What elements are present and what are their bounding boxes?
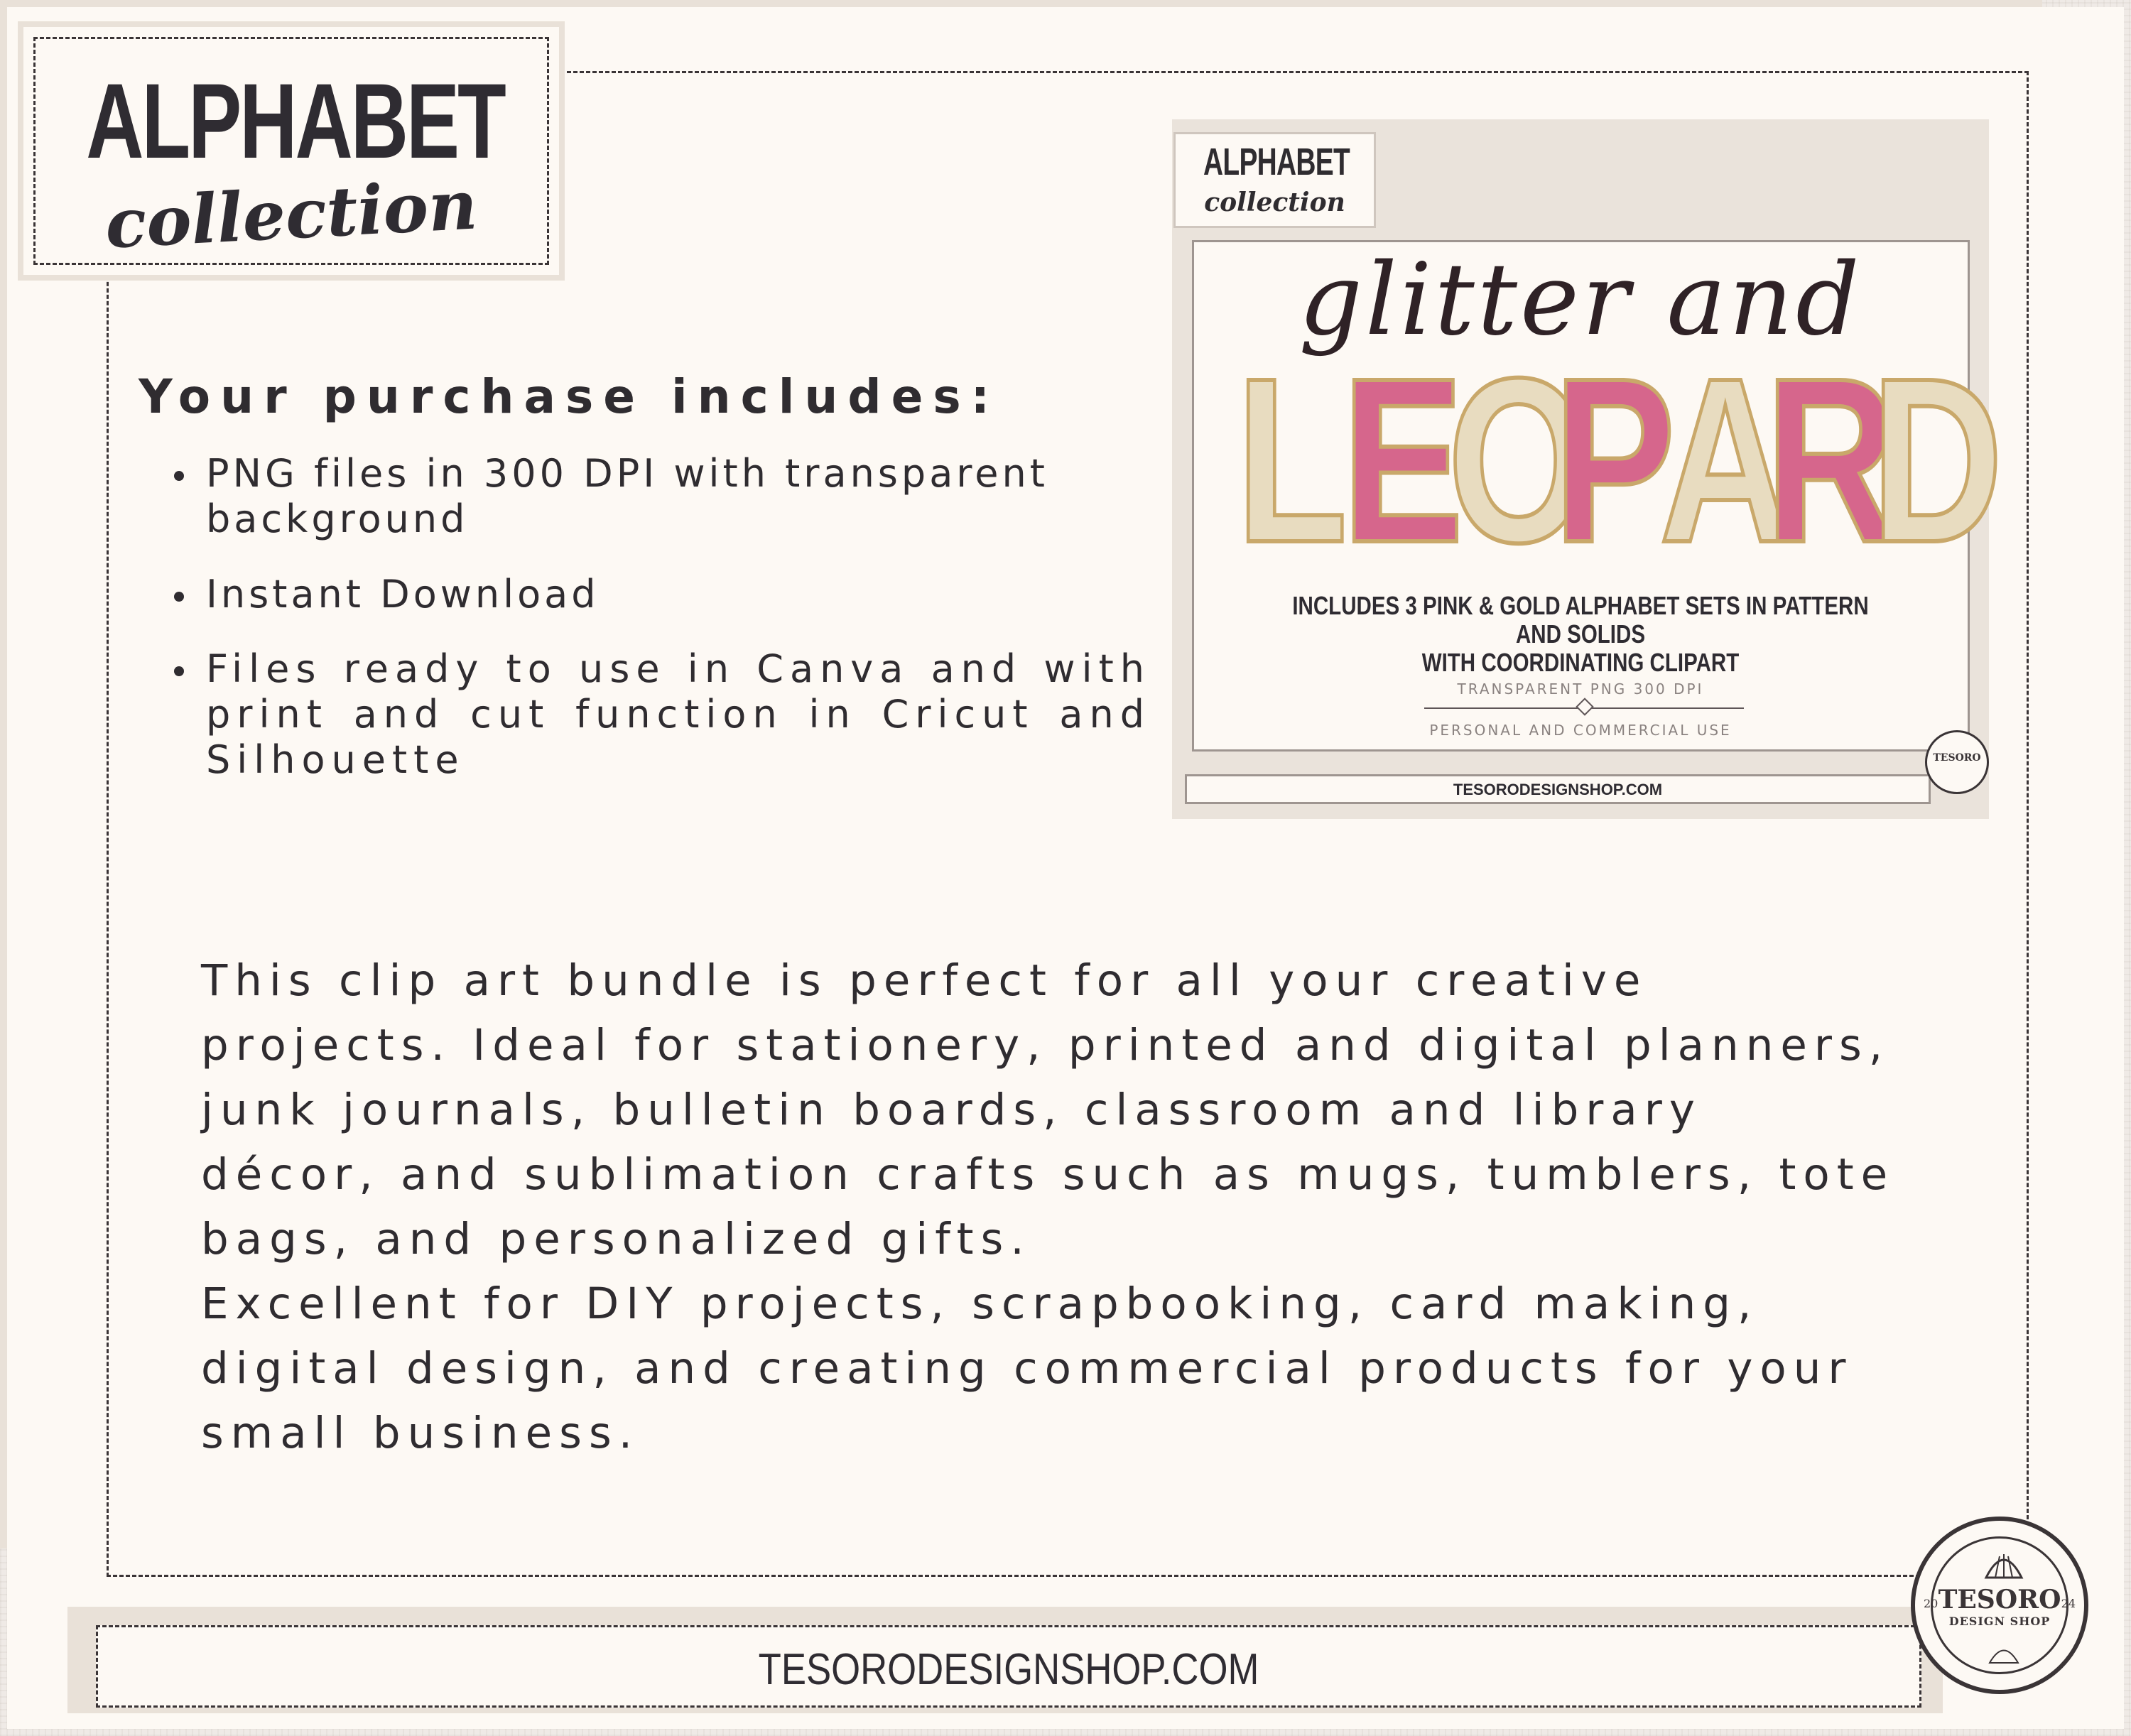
preview-includes-line2: WITH COORDINATING CLIPART [1421, 648, 1740, 677]
preview-footer [1185, 774, 1931, 804]
title-sub: collection [103, 166, 479, 264]
footer-bar [96, 1625, 1921, 1708]
preview-license: PERSONAL AND COMMERCIAL USE [1429, 722, 1732, 739]
bullet-dot-icon [174, 471, 184, 481]
bullet-dot-icon [174, 666, 184, 676]
bullet-text: Instant Download [206, 572, 600, 617]
badge-name: TESORO [1938, 1585, 2061, 1615]
shell-icon [1983, 1546, 2025, 1581]
title-main: ALPHABET [86, 61, 504, 180]
preview-title-sub: collection [1204, 188, 1345, 217]
preview-format: TRANSPARENT PNG 300 DPI [1457, 680, 1704, 698]
bullet-dot-icon [174, 592, 184, 602]
bullet-item [174, 451, 1151, 542]
preview-title-box [1173, 132, 1376, 228]
bullet-text: PNG files in 300 DPI with transparent background [206, 451, 1048, 541]
brand-badge-logo [1911, 1517, 2088, 1694]
preview-includes-line1: INCLUDES 3 PINK & GOLD ALPHABET SETS IN PATTERN AND SOLIDS [1292, 591, 1869, 649]
preview-headline-letters [1236, 329, 2003, 591]
preview-badge-logo [1925, 730, 1989, 794]
footer-website: TESORODESIGNSHOP.COM [758, 1645, 1259, 1694]
product-preview-image [1172, 119, 2003, 819]
preview-title-main: ALPHABET [1203, 141, 1350, 183]
badge-year-left: 20 [1924, 1597, 1938, 1610]
preview-badge-text: TESORO [1933, 752, 1981, 764]
title-box [18, 21, 565, 281]
bullet-text: Files ready to use in Canva and with print and cut function in Cricut and Silhouette [206, 646, 1151, 782]
badge-sub: DESIGN SHOP [1948, 1615, 2051, 1628]
leopard-letter-l: L [1236, 329, 1348, 591]
pink-letter-p: P [1553, 329, 1676, 591]
leopard-letter-d: D [1871, 329, 2003, 591]
shell-icon [1986, 1638, 2022, 1666]
bullet-item [174, 646, 1151, 783]
leopard-letter-a: A [1659, 329, 1791, 591]
leopard-letter-o: O [1448, 329, 1590, 591]
preview-headline-script: glitter and [1298, 242, 1862, 358]
purchase-heading: Your purchase includes: [139, 369, 1000, 424]
pink-letter-e: E [1342, 329, 1464, 591]
pink-letter-r: R [1765, 329, 1897, 591]
badge-year-right: 24 [2061, 1597, 2076, 1610]
preview-website: TESORODESIGNSHOP.COM [1453, 781, 1663, 798]
product-description: This clip art bundle is perfect for all your creative projects. Ideal for stationery, printed and digital planners, junk journals, bulletin boards, classroom and library décor, and sublimation crafts such as mugs, tumblers, tote bags, and personalized gifts. Excellent for DIY projects, scrapbooking, card making, digital design, and creating commercial products for your small business. [201, 955, 1895, 1458]
preview-includes [1281, 592, 1881, 677]
bullet-item [174, 572, 1151, 617]
